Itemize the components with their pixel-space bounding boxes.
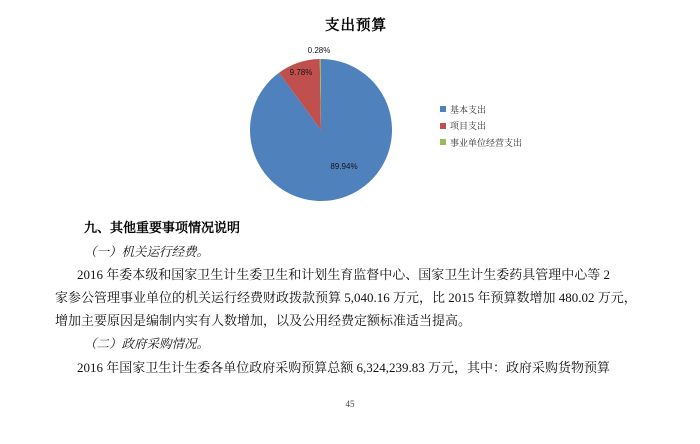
chart-legend: [440, 101, 522, 151]
pie-label-slice-1: 9.78%: [289, 68, 313, 77]
legend-item-operating: [440, 134, 522, 151]
paragraph-line: 2016 年国家卫生计生委各单位政府采购预算总额 6,324,239.83 万元，其中：政府采购货物预算: [77, 360, 611, 375]
legend-item-project: [440, 118, 522, 135]
sub-heading-2: （二）政府采购情况。: [84, 337, 210, 351]
legend-item-basic: [440, 101, 522, 118]
legend-swatch-green: [440, 139, 446, 145]
pie-slices: [250, 59, 392, 201]
pie-label-slice-0: 89.94%: [330, 162, 358, 171]
sub-heading-1: （一）机关运行经费。: [84, 245, 210, 259]
legend-swatch-red: [440, 123, 446, 129]
chart-title: 支出预算: [325, 18, 387, 34]
paragraph-line: 增加主要原因是编制内实有人数增加，以及公用经费定额标准适当提高。: [55, 313, 472, 328]
pie-label-slice-2: 0.28%: [307, 46, 331, 55]
paragraph-line: 家参公管理事业单位的机关运行经费财政拨款预算 5,040.16 万元，比 2015 年预算数增加 480.02 万元，: [55, 290, 637, 305]
pie-slice-0: [250, 59, 392, 201]
legend-label: 基本支出: [450, 104, 487, 115]
legend-label: 事业单位经营支出: [450, 137, 523, 148]
page-number: 45: [345, 399, 355, 409]
legend-label: 项目支出: [450, 121, 487, 132]
legend-swatch-blue: [440, 106, 446, 112]
section-heading: 九、其他重要事项情况说明: [84, 220, 241, 235]
paragraph-line: 2016 年委本级和国家卫生计生委卫生和计划生育监督中心、国家卫生计生委药具管理中心等 2: [77, 267, 611, 282]
